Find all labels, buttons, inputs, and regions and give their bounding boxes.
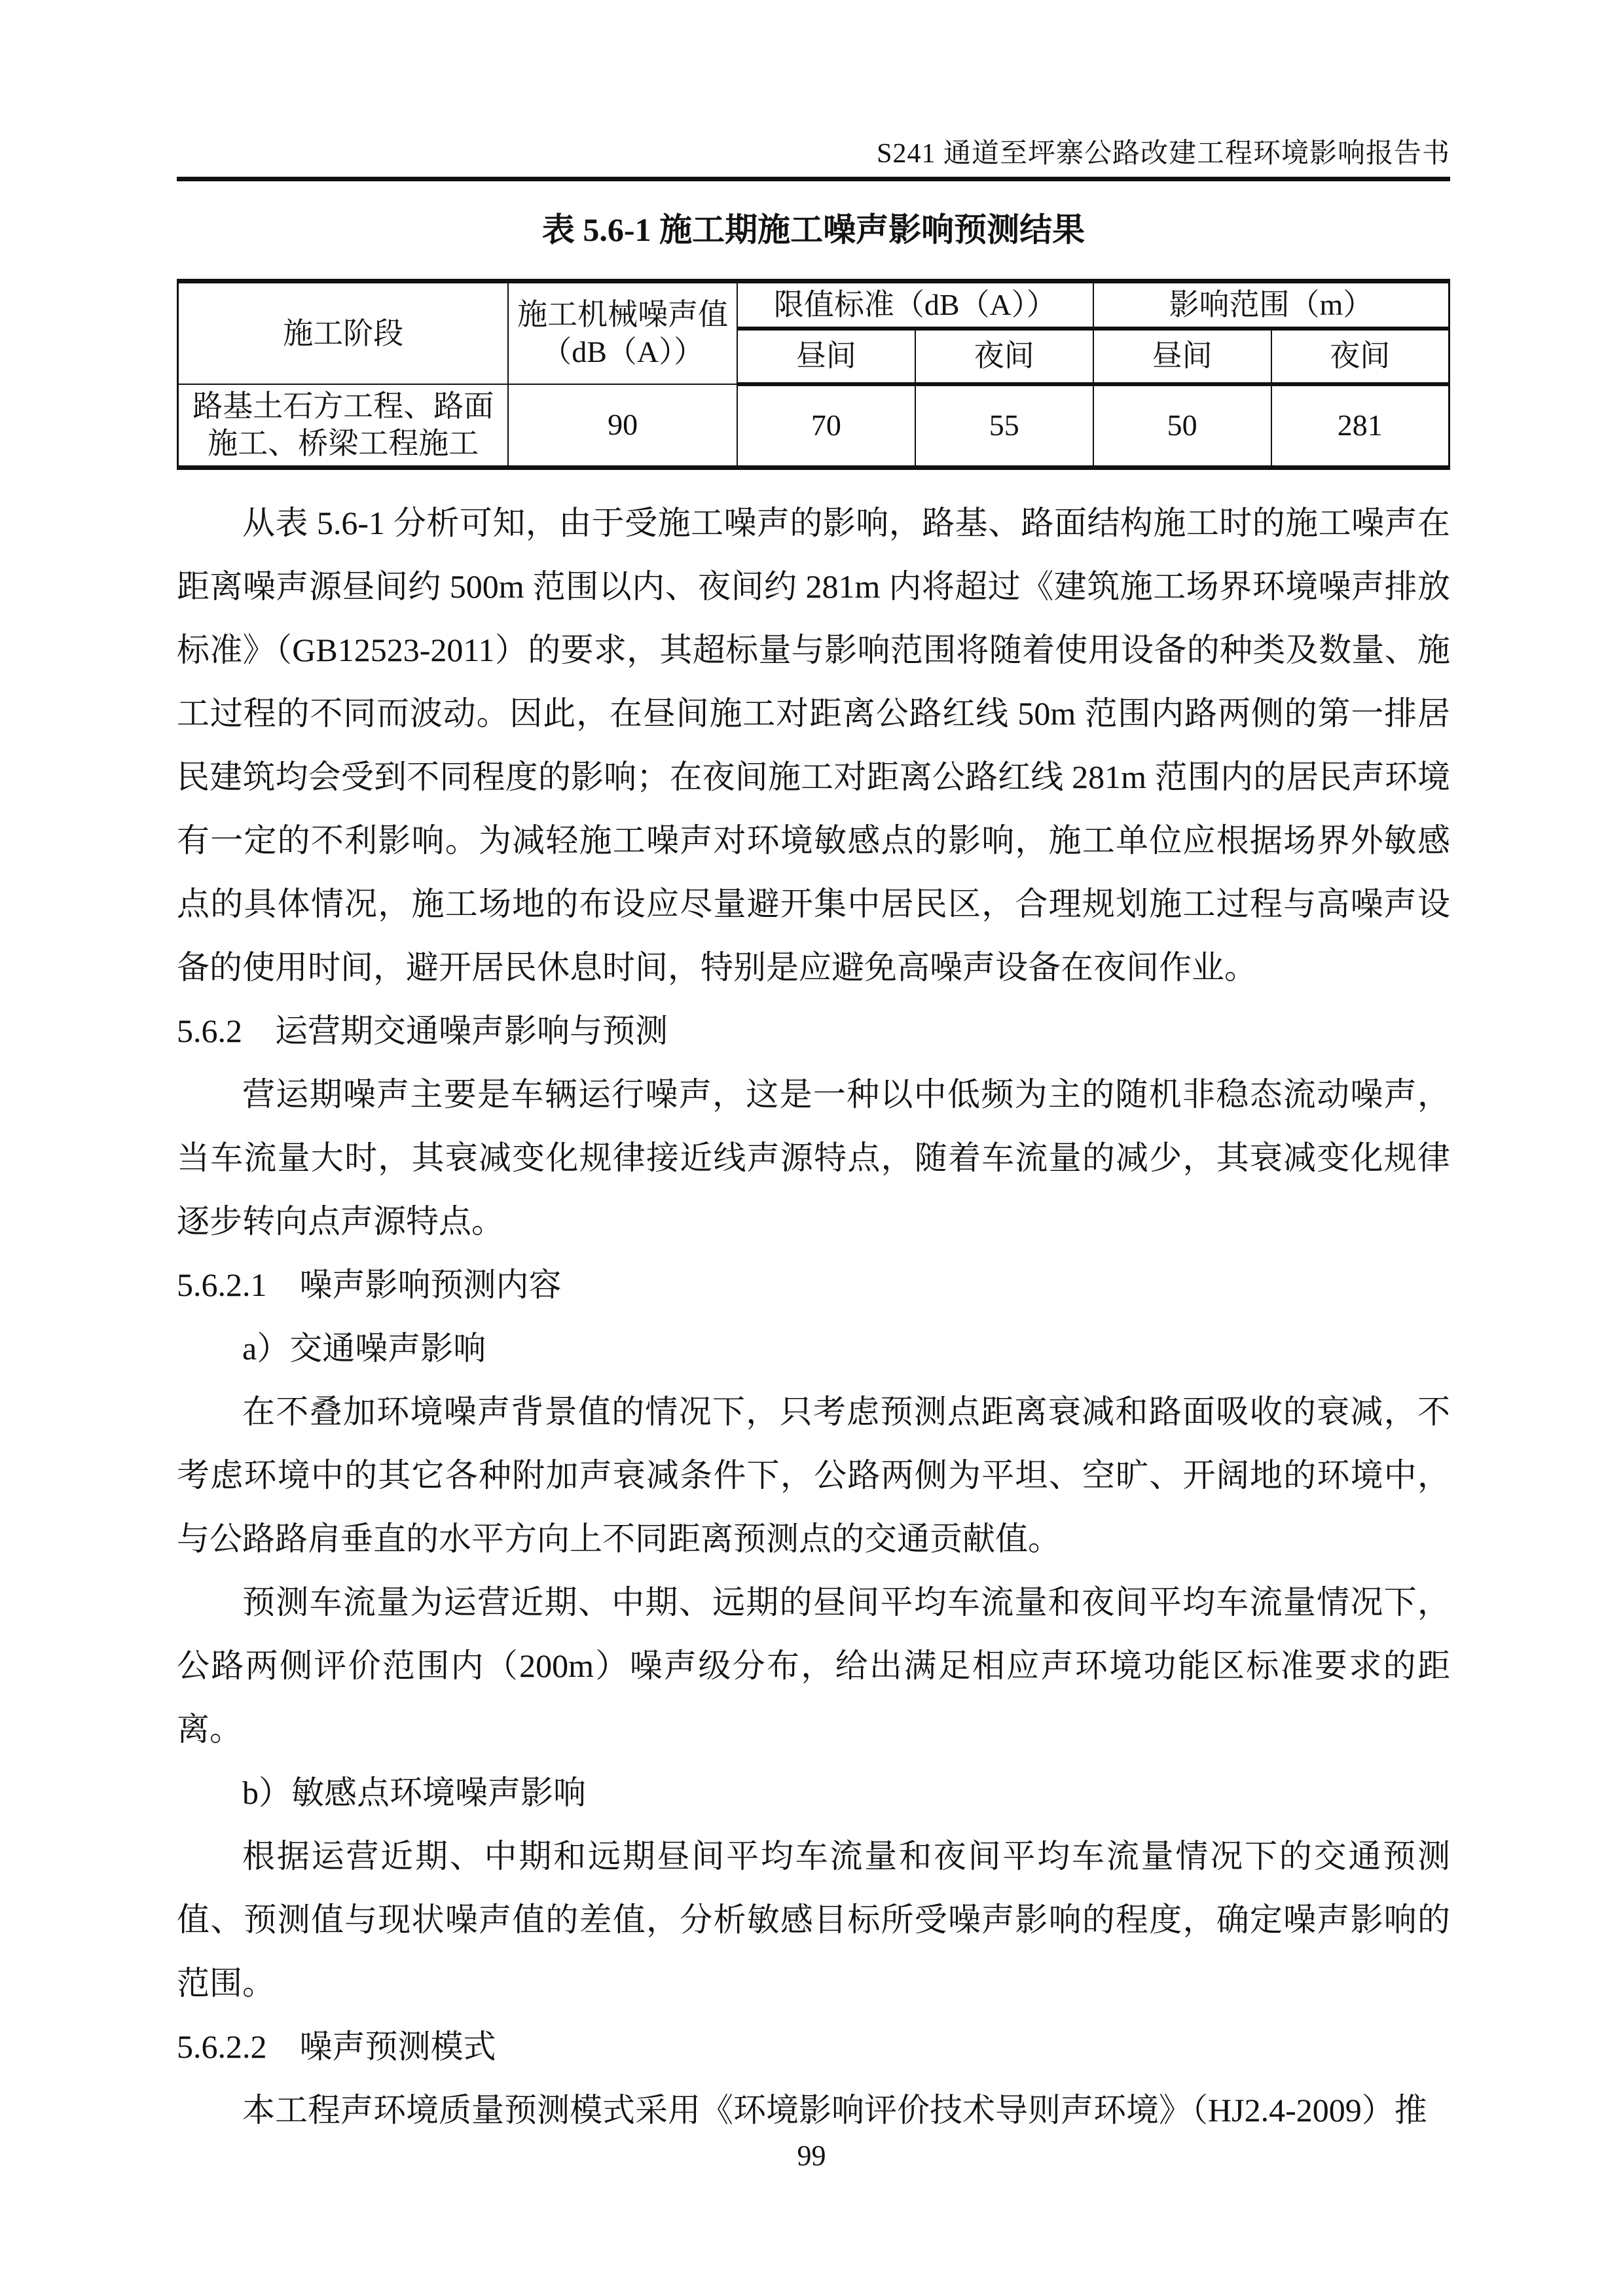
th-limit-night: 夜间: [915, 329, 1093, 384]
paragraph-sensitive-target-analysis: 根据运营近期、中期和远期昼间平均车流量和夜间平均车流量情况下的交通预测值、预测值与现状噪声值的差值，分析敏感目标所受噪声影响的程度，确定噪声影响的范围。: [177, 1837, 1450, 2001]
paragraph-prediction-conditions: 在不叠加环境噪声背景值的情况下，只考虑预测点距离衰减和路面吸收的衰减，不考虑环境中的其它各种附加声衰减条件下，公路两侧为平坦、空旷、开阔地的环境中，与公路路肩垂直的水平方向上不同距离预测点的交通贡献值。: [177, 1393, 1450, 1557]
section-heading-5-6-2: 5.6.2 运营期交通噪声影响与预测: [177, 1012, 668, 1049]
paragraph-construction-noise-analysis: 从表 5.6-1 分析可知，由于受施工噪声的影响，路基、路面结构施工时的施工噪声在距离噪声源昼间约 500m 范围以内、夜间约 281m 内将超过《建筑施工场界环境噪声排放标准》（GB12523-2011）的要求，其超标量与影响范围将随着使用设备的种类及数量、施工过程的不同而波动。因此，在昼间施工对距离公路红线 50m 范围内路两侧的第一排居民建筑均会受到不同程度的影响；在夜间施工对距离公路红线 281m 范围内的居民声环境有一定的不利影响。为减轻施工噪声对环境敏感点的影响，施工单位应根据场界外敏感点的具体情况，施工场地的布设应尽量避开集中居民区，合理规划施工过程与高噪声设备的使用时间，避开居民休息时间，特别是应避免高噪声设备在夜间作业。: [177, 504, 1450, 986]
table-title: 表 5.6-1 施工期施工噪声影响预测结果: [541, 211, 1085, 248]
th-limit-standard-group: 限值标准（dB（A））: [737, 281, 1093, 329]
td-limit-night-value: 55: [915, 384, 1093, 468]
section-heading-5-6-2-2: 5.6.2.2 噪声预测模式: [177, 2028, 496, 2065]
td-machinery-noise-value: 90: [508, 384, 737, 468]
th-machinery-noise: 施工机械噪声值（dB（A））: [508, 281, 737, 384]
th-range-day: 昼间: [1093, 329, 1271, 384]
th-limit-day: 昼间: [737, 329, 915, 384]
paragraph-prediction-model: 本工程声环境质量预测模式采用《环境影响评价技术导则声环境》（HJ2.4-2009）推: [242, 2091, 1427, 2128]
td-range-night-value: 281: [1271, 384, 1450, 468]
table-row: [178, 384, 1450, 468]
table-header-row-1: [178, 281, 1450, 329]
page-number: 99: [797, 2140, 826, 2172]
td-stage: 路基土石方工程、路面施工、桥梁工程施工: [178, 384, 509, 468]
th-impact-range-group: 影响范围（m）: [1093, 281, 1450, 329]
th-range-night: 夜间: [1271, 329, 1450, 384]
th-construction-stage: 施工阶段: [178, 281, 509, 384]
td-range-day-value: 50: [1093, 384, 1271, 468]
page-header: [177, 0, 1450, 181]
list-item-a-traffic-noise: a）交通噪声影响: [242, 1329, 486, 1367]
construction-noise-table: [177, 279, 1450, 470]
td-limit-day-value: 70: [737, 384, 915, 468]
body-text: [177, 492, 1450, 2142]
paragraph-operation-noise-character: 营运期噪声主要是车辆运行噪声，这是一种以中低频为主的随机非稳态流动噪声，当车流量大时，其衰减变化规律接近线声源特点，随着车流量的减少，其衰减变化规律逐步转向点声源特点。: [177, 1075, 1450, 1240]
section-heading-5-6-2-1: 5.6.2.1 噪声影响预测内容: [177, 1266, 562, 1303]
header-title: S241 通道至坪寨公路改建工程环境影响报告书: [877, 139, 1450, 169]
paragraph-traffic-volume-prediction: 预测车流量为运营近期、中期、远期的昼间平均车流量和夜间平均车流量情况下，公路两侧评价范围内（200m）噪声级分布，给出满足相应声环境功能区标准要求的距离。: [177, 1583, 1450, 1748]
list-item-b-sensitive-points: b）敏感点环境噪声影响: [242, 1774, 586, 1811]
